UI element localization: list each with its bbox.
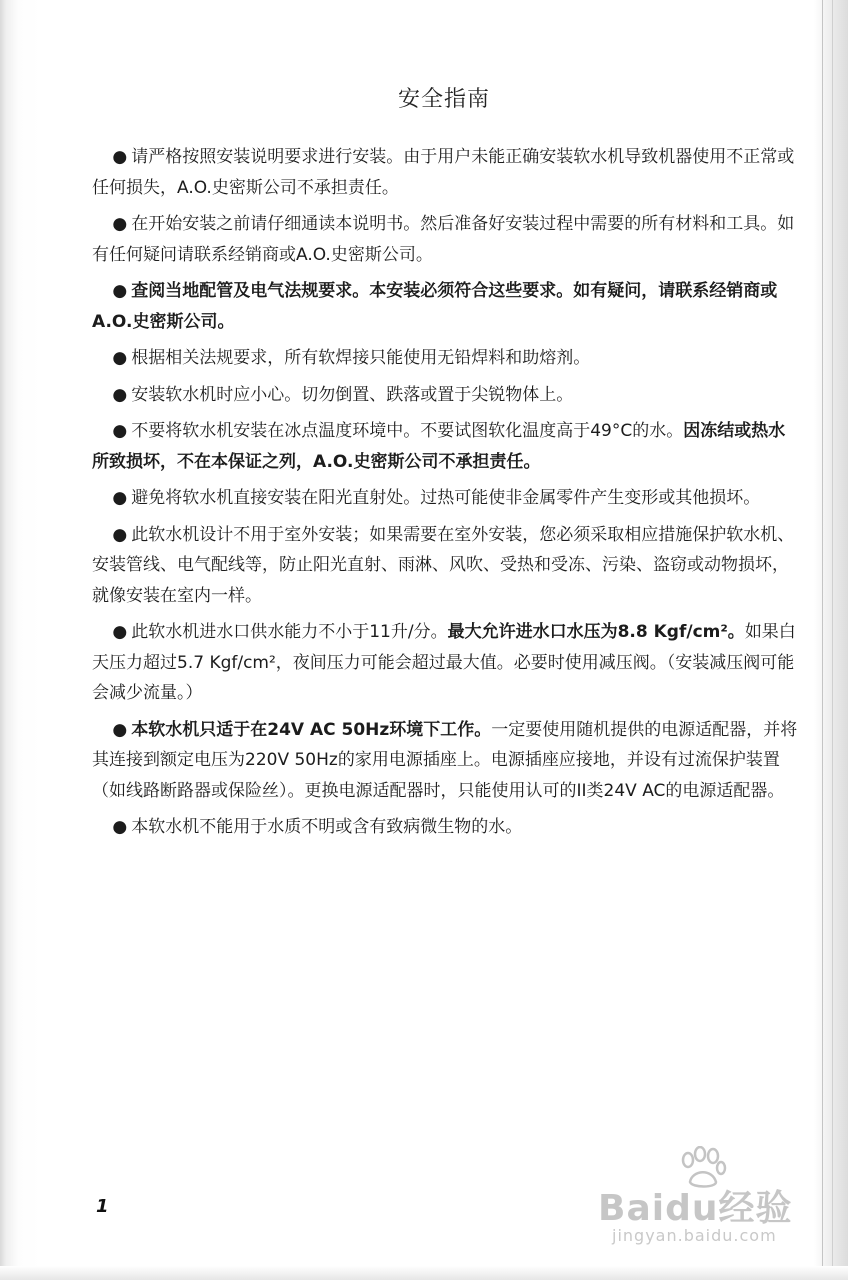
guide-text: 本软水机不能用于水质不明或含有致病微生物的水。 [131,817,523,837]
page-title: 安全指南 [397,87,490,112]
guide-item-6 [92,416,798,477]
bullet-icon: ● [112,281,128,301]
guide-text: 安装软水机时应小心。切勿倒置、跌落或置于尖锐物体上。 [131,384,574,405]
page-edge-bottom [0,1266,848,1280]
bullet-icon: ● [112,488,128,508]
guide-text: 在开始安装之前请仔细通读本说明书。然后准备好安装过程中需要的所有材料和工具。如有任何疑问请联系经销商或A.O.史密斯公司。 [92,214,795,265]
guide-item-8 [92,520,798,612]
baidu-watermark [598,1146,808,1248]
guide-text: 此软水机进水口供水能力不小于11升/分。 [131,622,448,642]
bullet-icon: ● [112,384,128,405]
bullet-icon: ● [112,817,128,837]
bullet-icon: ● [112,719,128,740]
guide-text: 此软水机设计不用于室外安装；如果需要在室外安装，您必须采取相应措施保护软水机、安装管线、电气配线等，防止阳光直射、雨淋、风吹、受热和受冻、污染、盗窃或动物损坏，就像安装在室内一样。 [92,524,795,606]
bullet-icon: ● [112,147,128,167]
guide-text-bold: 查阅当地配管及电气法规要求。本安装必须符合这些要求。如有疑问，请联系经销商或A.O.史密斯公司。 [92,281,778,332]
guide-item-4 [92,343,798,374]
bullet-icon: ● [112,622,128,642]
page-edge-right [814,0,848,1280]
guide-text: 如果白天压力超过5.7 Kgf/cm²，夜间压力可能会超过最大值。必要时使用减压阀。（安装减压阀可能会减少流量。） [92,622,796,703]
guide-item-2 [92,209,798,270]
bullet-icon: ● [112,421,128,441]
guide-text-bold: 因冻结或热水所致损坏，不在本保证之列，A.O.史密斯公司不承担责任。 [92,421,786,472]
guide-text: 避免将软水机直接安装在阳光直射处。过热可能使非金属零件产生变形或其他损坏。 [131,488,761,508]
guide-item-1 [92,142,798,203]
guide-item-10 [92,715,798,807]
guide-item-5 [92,380,798,411]
bullet-icon: ● [112,524,128,545]
watermark-url: jingyan.baidu.com [612,1226,777,1245]
guide-item-7 [92,483,798,514]
watermark-logo: Baidu经验 [598,1188,793,1229]
guide-text: 不要将软水机安装在冰点温度环境中。不要试图软化温度高于49°C的水。 [131,421,684,441]
guide-text: 一定要使用随机提供的电源适配器，并将其连接到额定电压为220V 50Hz的家用电源插座上。电源插座应接地，并设有过流保护装置（如线路断路器或保险丝）。更换电源适配器时，只能使用认可的II类24V AC的电源适配器。 [92,719,798,801]
bullet-icon: ● [112,214,128,234]
bullet-icon: ● [112,348,128,368]
guide-text-bold: 本软水机只适于在24V AC 50Hz环境下工作。 [131,719,492,740]
page-number: 1 [96,1196,109,1217]
safety-guide-content [92,142,798,849]
guide-item-3 [92,276,798,337]
guide-text-bold: 最大允许进水口水压为8.8 Kgf/cm²。 [447,622,745,642]
guide-text: 请严格按照安装说明要求进行安装。由于用户未能正确安装软水机导致机器使用不正常或任何损失，A.O.史密斯公司不承担责任。 [92,147,795,198]
guide-item-9 [92,617,798,709]
guide-text: 根据相关法规要求，所有软焊接只能使用无铅焊料和助熔剂。 [131,348,591,368]
guide-item-11 [92,812,798,843]
